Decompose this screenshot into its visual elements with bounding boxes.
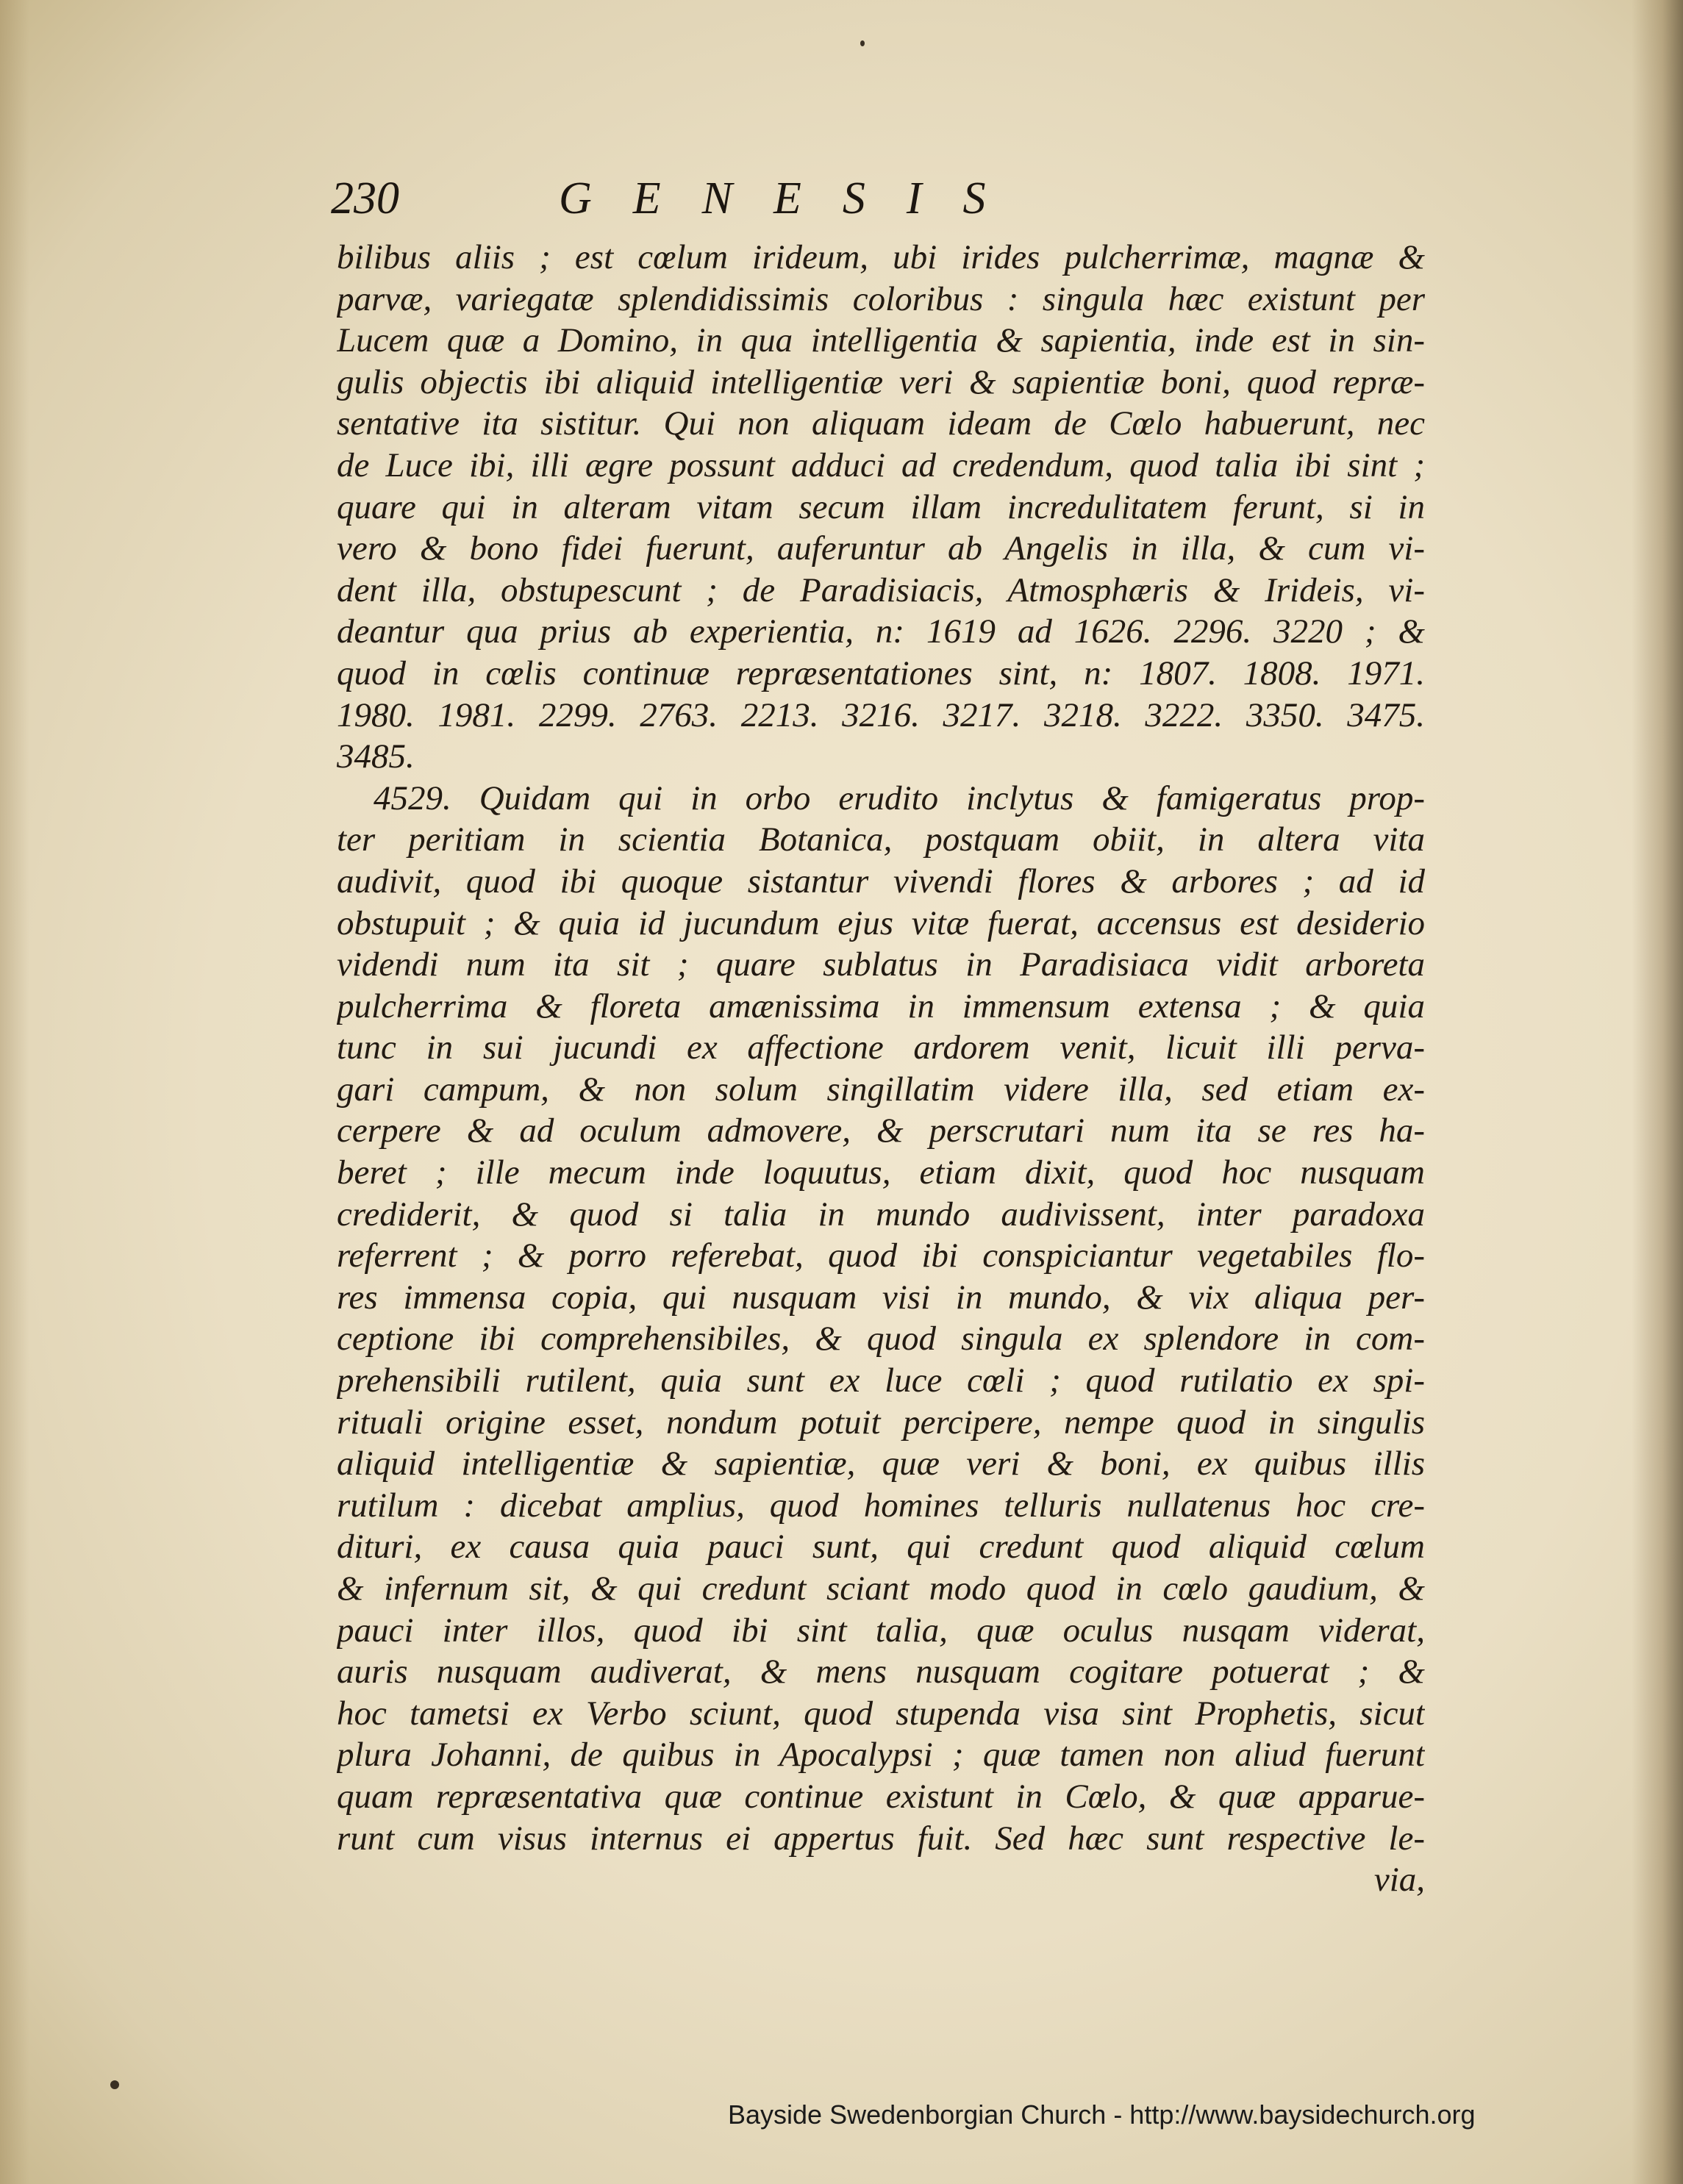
text-line: parvæ, variegatæ splendidissimis coloribus : singula hæc existunt per [337,279,1425,318]
paper-speck [110,2080,119,2089]
text-line: sentative ita sistitur. Qui non aliquam ideam de Cœlo habuerunt, nec [337,404,1425,443]
text-line: vero & bono fidei fuerunt, auferuntur ab Angelis in illa, & cum vi- [337,529,1425,568]
text-line: crediderit, & quod si talia in mundo audivissent, inter paradoxa [337,1195,1425,1234]
text-line: beret ; ille mecum inde loquutus, etiam dixit, quod hoc nusquam [337,1153,1425,1192]
text-line: gulis objectis ibi aliquid intelligentiæ veri & sapientiæ boni, quod repræ- [337,362,1425,401]
text-line: prehensibili rutilent, quia sunt ex luce cœli ; quod rutilatio ex spi- [337,1361,1425,1400]
text-line: pauci inter illos, quod ibi sint talia, quæ oculus nusqam viderat, [337,1611,1425,1650]
text-line: 1980. 1981. 2299. 2763. 2213. 3216. 3217. 3218. 3222. 3350. 3475. [337,695,1425,734]
text-line: ceptione ibi comprehensibiles, & quod singula ex splendore in com- [337,1320,1425,1358]
text-line: deantur qua prius ab experientia, n: 1619 ad 1626. 2296. 3220 ; & [337,612,1425,651]
text-line: quod in cœlis continuæ repræsentationes sint, n: 1807. 1808. 1971. [337,654,1425,692]
watermark-text: Bayside Swedenborgian Church - http://www.baysidechurch.org [728,2099,1476,2130]
page-edge-right [1632,0,1683,2184]
text-line: aliquid intelligentiæ & sapientiæ, quæ veri & boni, ex quibus illis [337,1444,1425,1483]
text-line: dituri, ex causa quia pauci sunt, qui credunt quod aliquid cœlum [337,1528,1425,1567]
page-header [331,173,1243,232]
text-line: tunc in sui jucundi ex affectione ardorem venit, licuit illi perva- [337,1028,1425,1067]
text-line: & infernum sit, & qui credunt sciant modo quod in cœlo gaudium, & [337,1569,1425,1608]
text-line: referrent ; & porro referebat, quod ibi conspiciantur vegetabiles flo- [337,1236,1425,1275]
text-line: auris nusquam audiverat, & mens nusquam cogitare potuerat ; & [337,1653,1425,1691]
text-line: videndi num ita sit ; quare sublatus in Paradisiaca vidit arboreta [337,945,1425,984]
text-line: plura Johanni, de quibus in Apocalypsi ; quæ tamen non aliud fuerunt [337,1736,1425,1775]
text-line: 3485. [337,737,415,776]
body-text [337,237,1425,1901]
text-line: dent illa, obstupescunt ; de Paradisiacis, Atmosphæris & Irideis, vi- [337,570,1425,609]
running-title: GENESIS [559,173,1027,223]
page-number: 230 [331,173,399,223]
page-edge-left [0,0,29,2184]
text-line: de Luce ibi, illi ægre possunt adduci ad credendum, quod talia ibi sint ; [337,445,1425,484]
text-line: bilibus aliis ; est cœlum irideum, ubi irides pulcherrimæ, magnæ & [337,238,1425,276]
text-line: quare qui in alteram vitam secum illam incredulitatem ferunt, si in [337,487,1425,526]
text-line: pulcherrima & floreta amænissima in immensum extensa ; & quia [337,987,1425,1025]
text-line: runt cum visus internus ei appertus fuit. Sed hæc sunt respective le- [337,1819,1425,1858]
text-line: res immensa copia, qui nusquam visi in mundo, & vix aliqua per- [337,1278,1425,1317]
text-line: rutilum : dicebat amplius, quod homines telluris nullatenus hoc cre- [337,1486,1425,1525]
text-line: gari campum, & non solum singillatim videre illa, sed etiam ex- [337,1070,1425,1109]
text-line: audivit, quod ibi quoque sistantur vivendi flores & arbores ; ad id [337,862,1425,901]
text-line: hoc tametsi ex Verbo sciunt, quod stupenda visa sint Prophetis, sicut [337,1694,1425,1733]
text-line: cerpere & ad oculum admovere, & perscrutari num ita se res ha- [337,1111,1425,1150]
text-line: rituali origine esset, nondum potuit percipere, nempe quod in singulis [337,1403,1425,1442]
text-line: obstupuit ; & quia id jucundum ejus vitæ fuerat, accensus est desiderio [337,903,1425,942]
text-line: Lucem quæ a Domino, in qua intelligentia & sapientia, inde est in sin- [337,321,1425,360]
text-line: ter peritiam in scientia Botanica, postquam obiit, in altera vita [337,820,1425,859]
text-line: quam repræsentativa quæ continue existunt in Cœlo, & quæ apparue- [337,1777,1425,1816]
catchword: via, [1373,1861,1425,1900]
paragraph-start-line: 4529. Quidam qui in orbo erudito inclytus & famigeratus prop- [374,778,1425,817]
paper-speck [860,40,865,46]
